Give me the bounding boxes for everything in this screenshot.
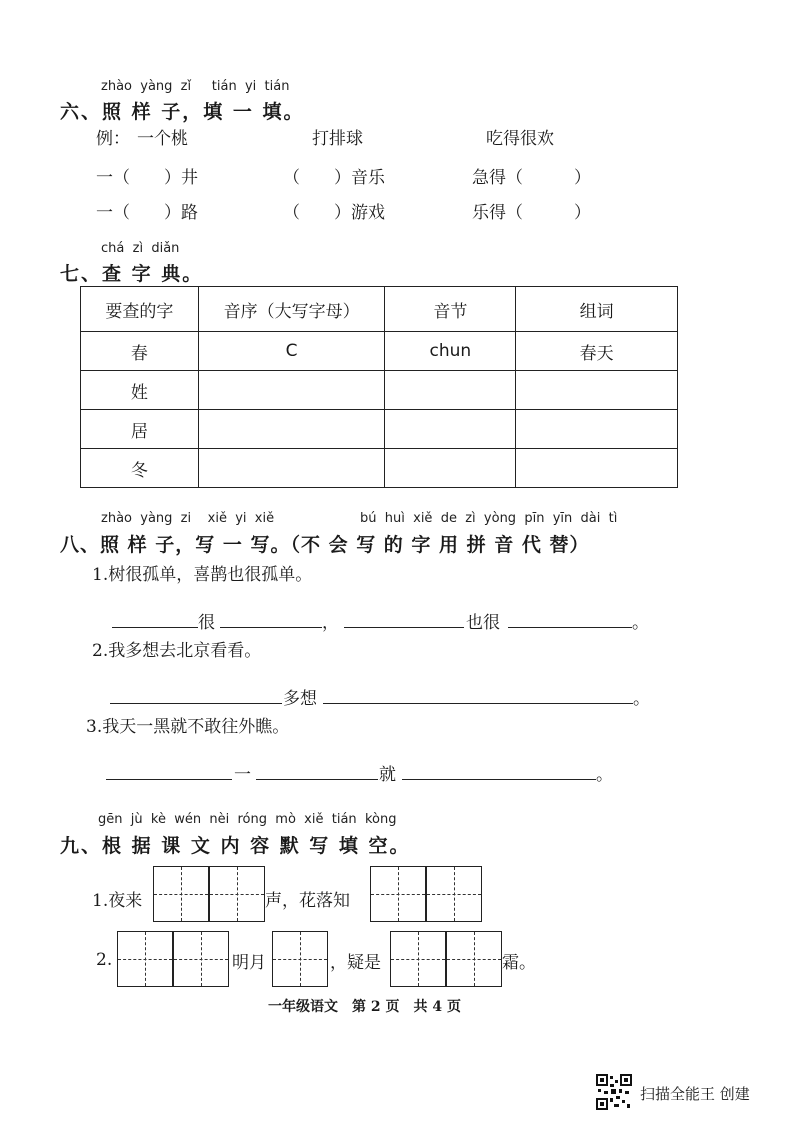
- answer-line[interactable]: [106, 779, 232, 780]
- table-cell: chun: [385, 332, 516, 371]
- sec8-q2-word: 。: [633, 689, 650, 709]
- table-header: 要查的字: [81, 287, 199, 332]
- sec9-line2-a: 明月: [232, 953, 266, 973]
- sec8-q2-word: 多想: [283, 689, 317, 709]
- sec6-r2-c3: 乐得（ ）: [472, 203, 591, 223]
- dictionary-table: [80, 286, 678, 488]
- sec8-q3-word: 一: [234, 765, 251, 785]
- sec9-line1-a: 1.夜来: [92, 891, 143, 911]
- answer-cell[interactable]: [516, 410, 678, 449]
- sec9-title: 九、根 据 课 文 内 容 默 写 填 空。: [60, 835, 411, 857]
- tianzige-box[interactable]: [390, 931, 446, 987]
- sec6-r2-c2: （ ）游戏: [283, 203, 385, 223]
- scanner-watermark: 扫描全能王 创建: [640, 1085, 750, 1103]
- sec8-q3-word: 就: [379, 765, 396, 785]
- tianzige-box[interactable]: [117, 931, 173, 987]
- sec6-pinyin: zhào yàng zǐ tián yi tián: [101, 79, 290, 94]
- answer-cell[interactable]: [385, 371, 516, 410]
- sec7-pinyin: chá zì diǎn: [101, 241, 180, 256]
- sec6-example-1: 一个桃: [137, 129, 188, 149]
- tianzige-box[interactable]: [209, 866, 265, 922]
- page-footer: 一年级语文 第 2 页 共 4 页: [268, 999, 461, 1015]
- answer-line[interactable]: [402, 779, 596, 780]
- tianzige-box[interactable]: [426, 866, 482, 922]
- sec8-q1: 1.树很孤单，喜鹊也很孤单。: [92, 565, 313, 585]
- sec9-line2-b: ，疑是: [330, 953, 381, 973]
- sec9-pinyin: gēn jù kè wén nèi róng mò xiě tián kòng: [98, 812, 397, 827]
- table-cell: 春天: [516, 332, 678, 371]
- sec8-q2: 2.我多想去北京看看。: [92, 641, 262, 661]
- answer-line[interactable]: [256, 779, 378, 780]
- table-header: 音序（大写字母）: [198, 287, 385, 332]
- qr-code-icon: [596, 1074, 632, 1110]
- answer-line[interactable]: [323, 703, 633, 704]
- sec9-line1-b: 声，花落知: [265, 891, 350, 911]
- sec8-q1-word: 也很: [466, 613, 500, 633]
- tianzige-box[interactable]: [173, 931, 229, 987]
- answer-cell[interactable]: [385, 410, 516, 449]
- sec6-example-3: 吃得很欢: [486, 129, 554, 149]
- sec6-r1-c3: 急得（ ）: [472, 168, 591, 188]
- sec6-r2-c1: 一（ ）路: [96, 203, 198, 223]
- sec6-title: 六、照 样 子，填 一 填。: [60, 101, 305, 123]
- sec7-title: 七、查 字 典。: [60, 263, 204, 285]
- sec6-example-2: 打排球: [312, 129, 363, 149]
- table-cell: C: [198, 332, 385, 371]
- answer-cell[interactable]: [198, 410, 385, 449]
- answer-line[interactable]: [112, 627, 198, 628]
- table-header: 组词: [516, 287, 678, 332]
- sec8-q1-word: ，: [322, 613, 339, 633]
- sec6-example-label: 例：: [96, 129, 130, 149]
- table-cell: 姓: [81, 371, 199, 410]
- tianzige-box[interactable]: [446, 931, 502, 987]
- sec8-title: 八、照 样 子，写 一 写。（不 会 写 的 字 用 拼 音 代 替）: [60, 534, 590, 556]
- table-cell: 冬: [81, 449, 199, 488]
- tianzige-box[interactable]: [153, 866, 209, 922]
- answer-cell[interactable]: [385, 449, 516, 488]
- sec8-pinyin-left: zhào yàng zi xiě yi xiě: [101, 511, 275, 526]
- sec8-q1-word: 。: [632, 613, 649, 633]
- sec6-r1-c1: 一（ ）井: [96, 168, 198, 188]
- sec9-line2-num: 2.: [96, 950, 113, 970]
- table-cell: 居: [81, 410, 199, 449]
- sec8-q1-word: 很: [198, 613, 215, 633]
- answer-cell[interactable]: [198, 449, 385, 488]
- table-header: 音节: [385, 287, 516, 332]
- table-cell: 春: [81, 332, 199, 371]
- answer-line[interactable]: [110, 703, 282, 704]
- answer-line[interactable]: [220, 627, 322, 628]
- answer-line[interactable]: [508, 627, 632, 628]
- sec6-r1-c2: （ ）音乐: [283, 168, 385, 188]
- tianzige-box[interactable]: [370, 866, 426, 922]
- sec8-pinyin-right: bú huì xiě de zì yòng pīn yīn dài tì: [360, 511, 618, 526]
- tianzige-box[interactable]: [272, 931, 328, 987]
- sec8-q3: 3.我天一黑就不敢往外瞧。: [86, 717, 290, 737]
- answer-line[interactable]: [344, 627, 464, 628]
- sec8-q3-word: 。: [596, 765, 613, 785]
- answer-cell[interactable]: [516, 449, 678, 488]
- answer-cell[interactable]: [516, 371, 678, 410]
- answer-cell[interactable]: [198, 371, 385, 410]
- sec9-line2-c: 霜。: [502, 953, 536, 973]
